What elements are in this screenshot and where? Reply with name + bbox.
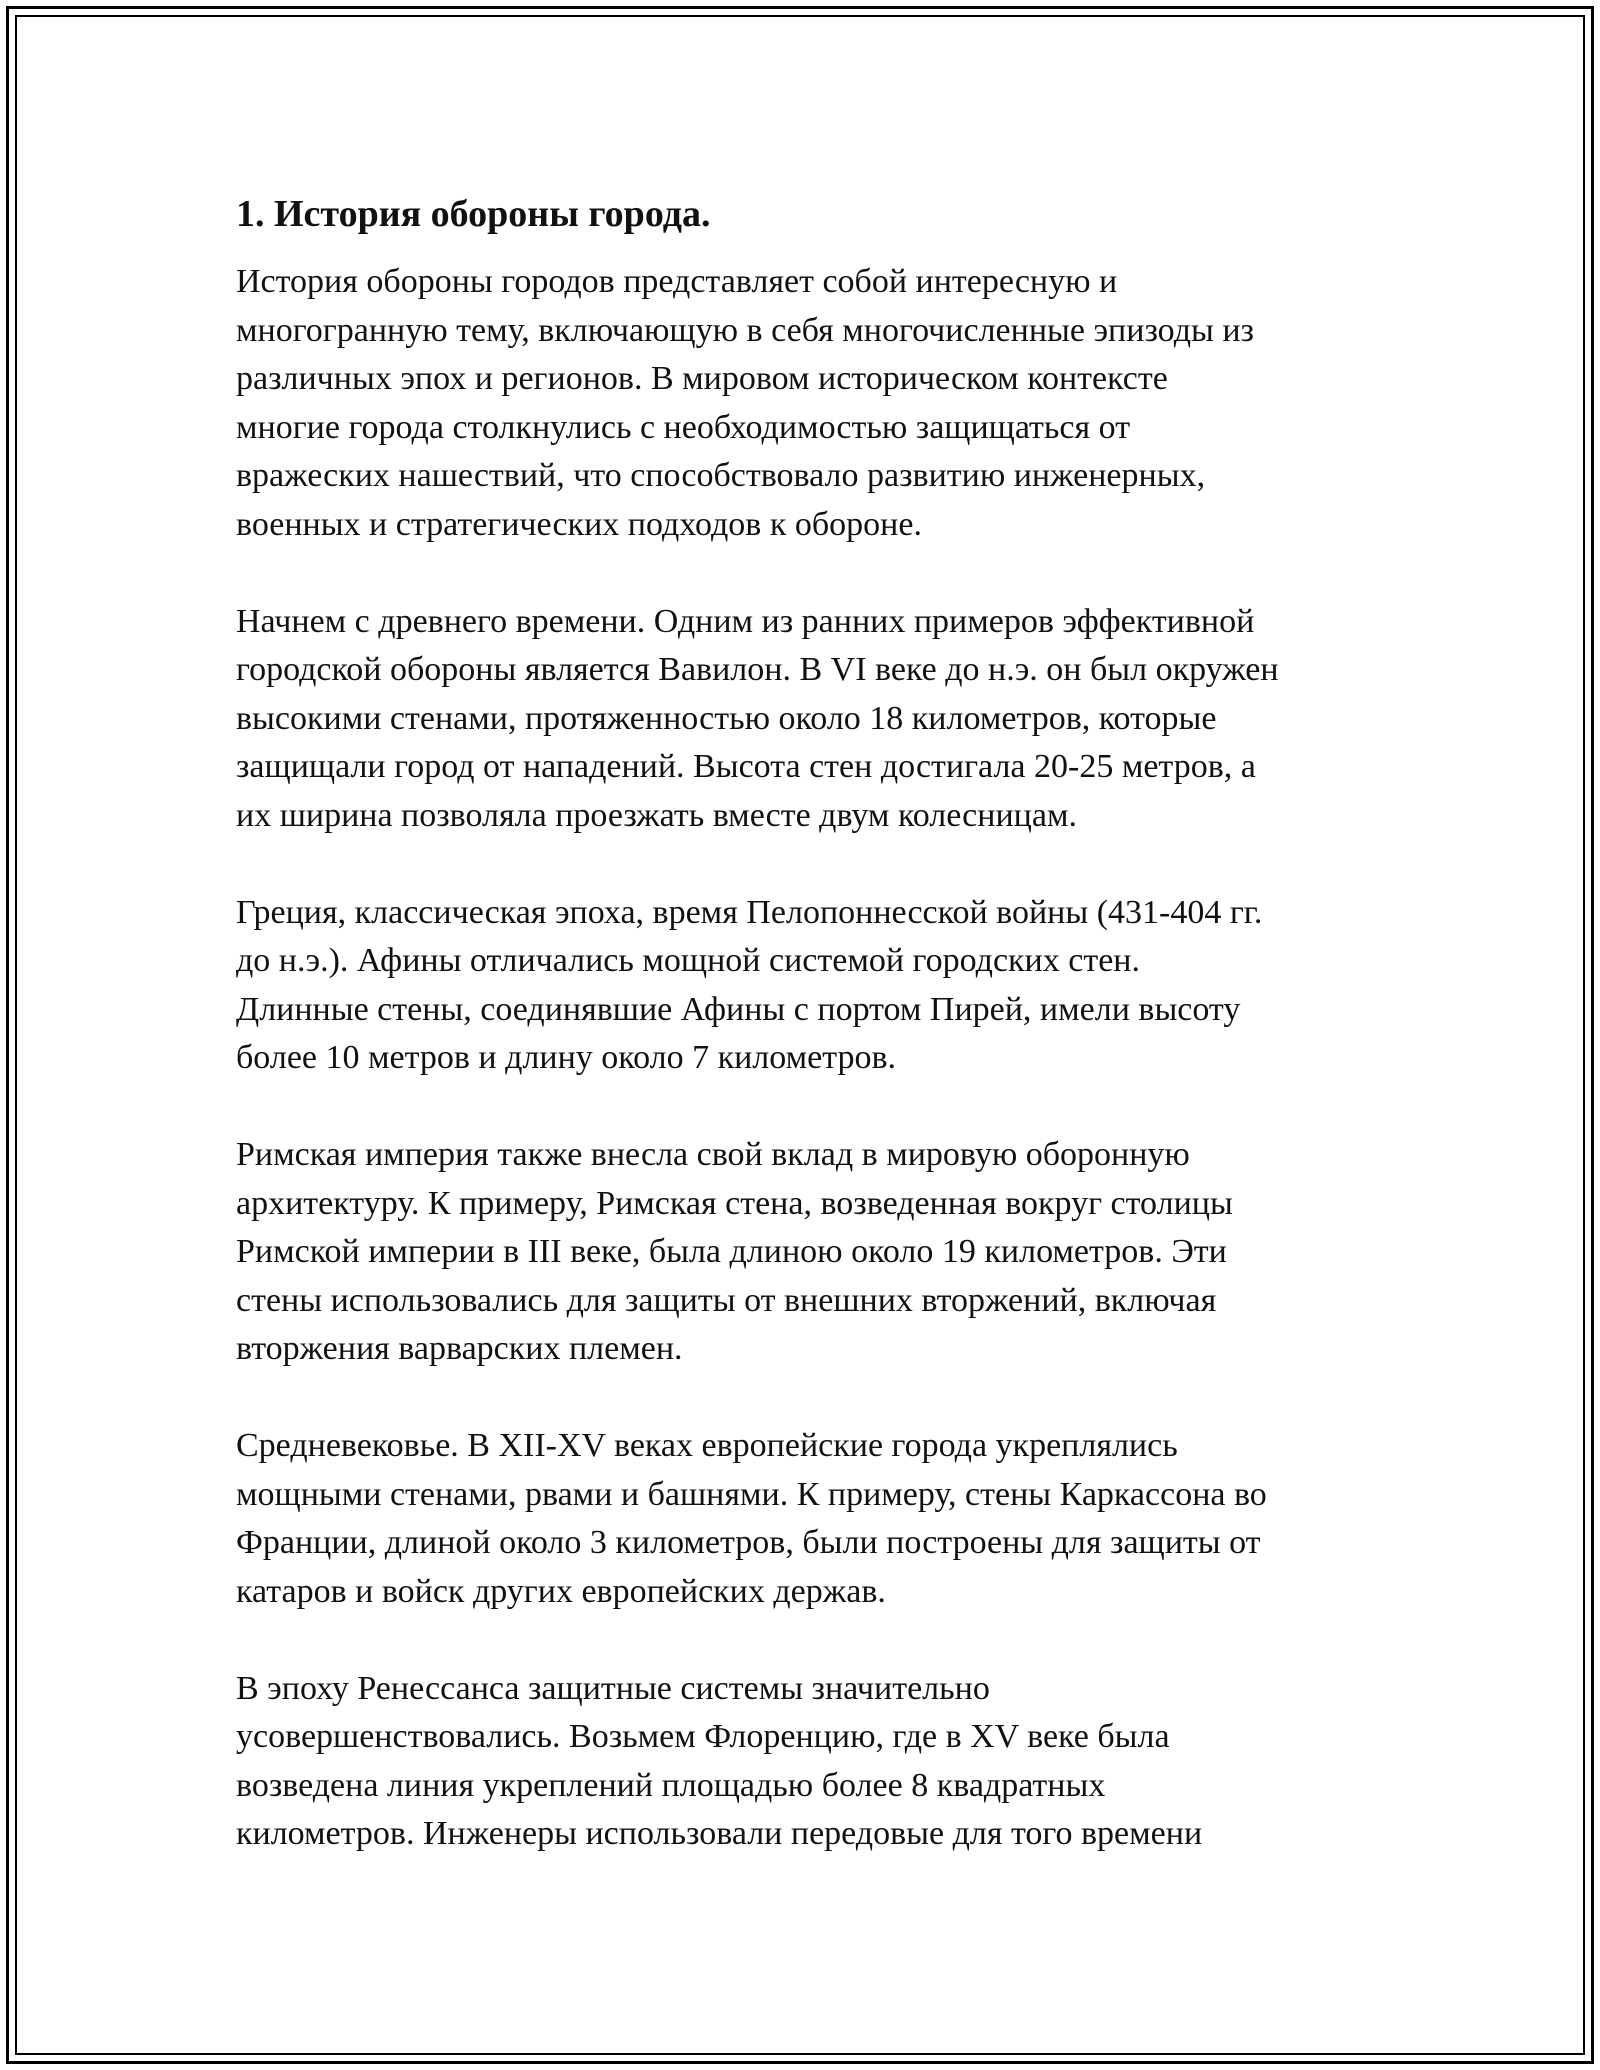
text-line: военных и стратегических подходов к обороне.	[236, 505, 922, 543]
paragraph	[236, 258, 1376, 549]
text-line: более 10 метров и длину около 7 километров.	[236, 1039, 897, 1076]
text-line: их ширина позволяла проезжать вместе двум колесницам.	[236, 796, 1077, 834]
text-line: многие города столкнулись с необходимостью защищаться от	[236, 408, 1131, 446]
paragraph-list	[236, 258, 1376, 1859]
paragraph	[236, 1422, 1376, 1616]
text-line: архитектуру. К примеру, Римская стена, возведенная вокруг столицы	[236, 1184, 1233, 1222]
text-line: Римской империи в III веке, была длиною около 19 километров. Эти	[236, 1233, 1227, 1270]
text-line: до н.э.). Афины отличались мощной системой городских стен.	[236, 942, 1140, 979]
text-line: километров. Инженеры использовали передовые для того времени	[236, 1815, 1203, 1852]
text-line: вторжения варварских племен.	[236, 1330, 683, 1367]
text-line: Длинные стены, соединявшие Афины с портом Пирей, имели высоту	[236, 990, 1241, 1028]
text-line: катаров и войск других европейских держав.	[236, 1572, 886, 1610]
text-line: Начнем с древнего времени. Одним из ранних примеров эффективной	[236, 602, 1255, 640]
text-line: различных эпох и регионов. В мировом историческом контексте	[236, 360, 1168, 397]
paragraph	[236, 1131, 1376, 1374]
text-line: вражеских нашествий, что способствовало развитию инженерных,	[236, 457, 1206, 494]
text-line: Франции, длиной около 3 километров, были построены для защиты от	[236, 1524, 1261, 1561]
paragraph	[236, 1665, 1376, 1859]
text-line: усовершенствовались. Возьмем Флоренцию, где в XV веке была	[236, 1718, 1170, 1755]
text-line: высокими стенами, протяженностью около 18 километров, которые	[236, 699, 1217, 737]
text-line: Греция, классическая эпоха, время Пелопоннесской войны (431-404 гг.	[236, 893, 1263, 931]
text-line: Римская империя также внесла свой вклад в мировую оборонную	[236, 1136, 1190, 1173]
text-line: мощными стенами, рвами и башнями. К примеру, стены Каркассона во	[236, 1475, 1267, 1513]
text-line: многогранную тему, включающую в себя многочисленные эпизоды из	[236, 311, 1254, 349]
text-line: городской обороны является Вавилон. В VI веке до н.э. он был окружен	[236, 651, 1279, 688]
text-line: стены использовались для защиты от внешних вторжений, включая	[236, 1281, 1217, 1319]
text-line: История обороны городов представляет собой интересную и	[236, 263, 1118, 300]
text-line: В эпоху Ренессанса защитные системы значительно	[236, 1669, 990, 1707]
text-line: защищали город от нападений. Высота стен достигала 20-25 метров, а	[236, 748, 1256, 785]
document-body	[236, 186, 1376, 1859]
text-line: Средневековье. В XII-XV веках европейские города укреплялись	[236, 1427, 1178, 1464]
text-line: возведена линия укреплений площадью более 8 квадратных	[236, 1766, 1106, 1804]
paragraph	[236, 598, 1376, 841]
paragraph	[236, 889, 1376, 1083]
section-heading: 1. История обороны города.	[236, 193, 711, 235]
